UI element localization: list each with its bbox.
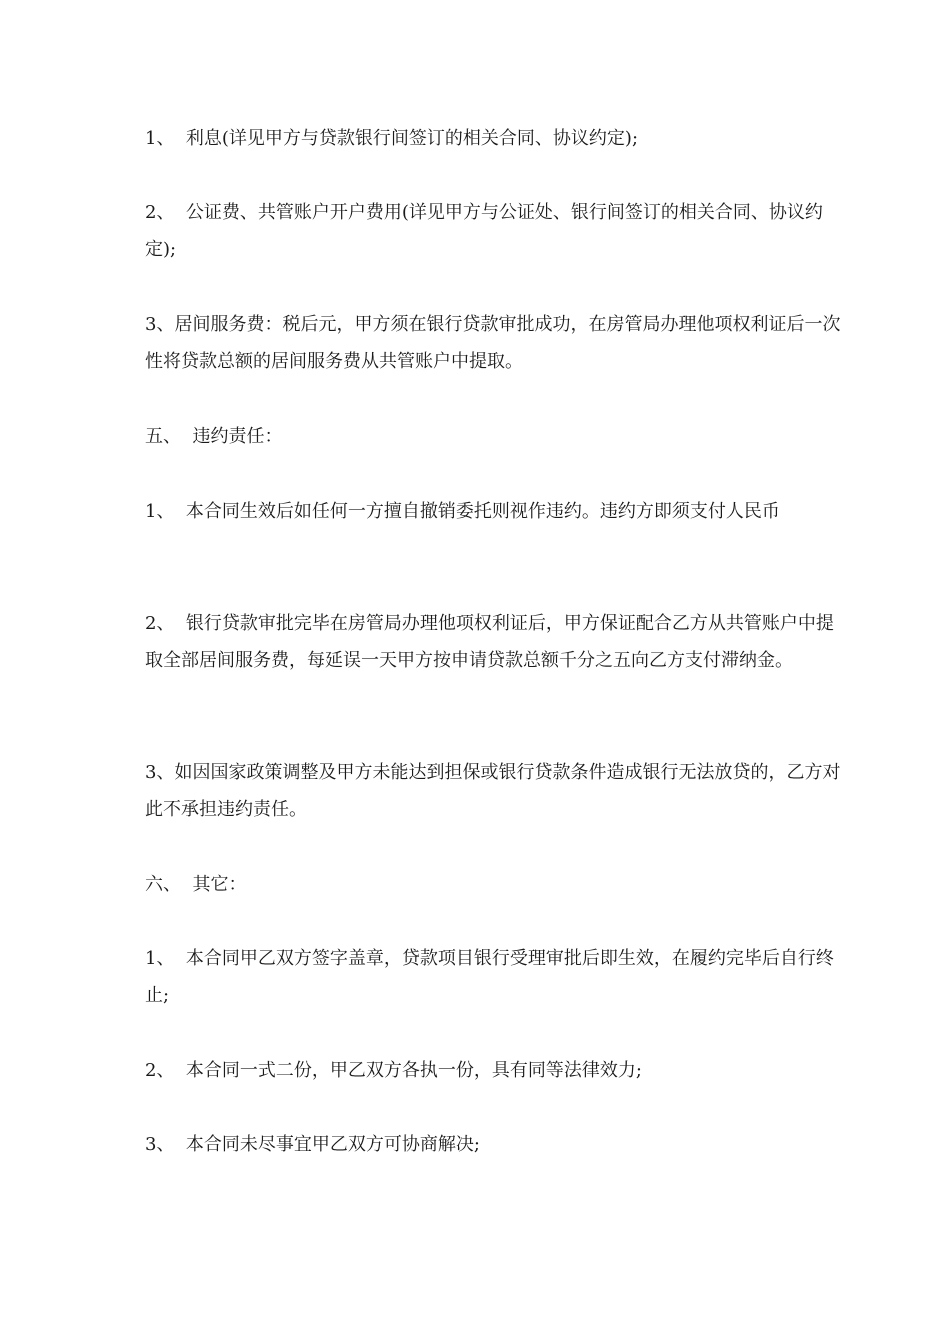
section-heading-breach: 五、 违约责任：: [145, 426, 283, 447]
paragraph-breach-revoke: 1、 本合同生效后如任何一方擅自撤销委托则视作违约。违约方即须支付人民币: [145, 501, 780, 522]
section-heading-other: 六、 其它：: [145, 874, 247, 895]
paragraph-other-copies: 2、 本合同一式二份，甲乙双方各执一份，具有同等法律效力;: [145, 1060, 642, 1081]
paragraph-other-negotiation: 3、 本合同未尽事宜甲乙双方可协商解决;: [145, 1134, 480, 1155]
paragraph-breach-policy: 3、如因国家政策调整及甲方未能达到担保或银行贷款条件造成银行无法放贷的，乙方对此不承担违约责任。: [145, 762, 841, 820]
paragraph-other-effective: 1、 本合同甲乙双方签字盖章，贷款项目银行受理审批后即生效，在履约完毕后自行终止;: [145, 948, 834, 1006]
paragraph-interest: 1、 利息(详见甲方与贷款银行间签订的相关合同、协议约定);: [145, 128, 639, 149]
paragraph-service-fee: 3、居间服务费：税后元，甲方须在银行贷款审批成功，在房管局办理他项权利证后一次性将贷款总额的居间服务费从共管账户中提取。: [145, 314, 841, 372]
paragraph-breach-late-fee: 2、 银行贷款审批完毕在房管局办理他项权利证后，甲方保证配合乙方从共管账户中提取全部居间服务费，每延误一天甲方按申请贷款总额千分之五向乙方支付滞纳金。: [145, 613, 834, 671]
paragraph-notary-fee: 2、 公证费、共管账户开户费用(详见甲方与公证处、银行间签订的相关合同、协议约定);: [145, 202, 823, 260]
